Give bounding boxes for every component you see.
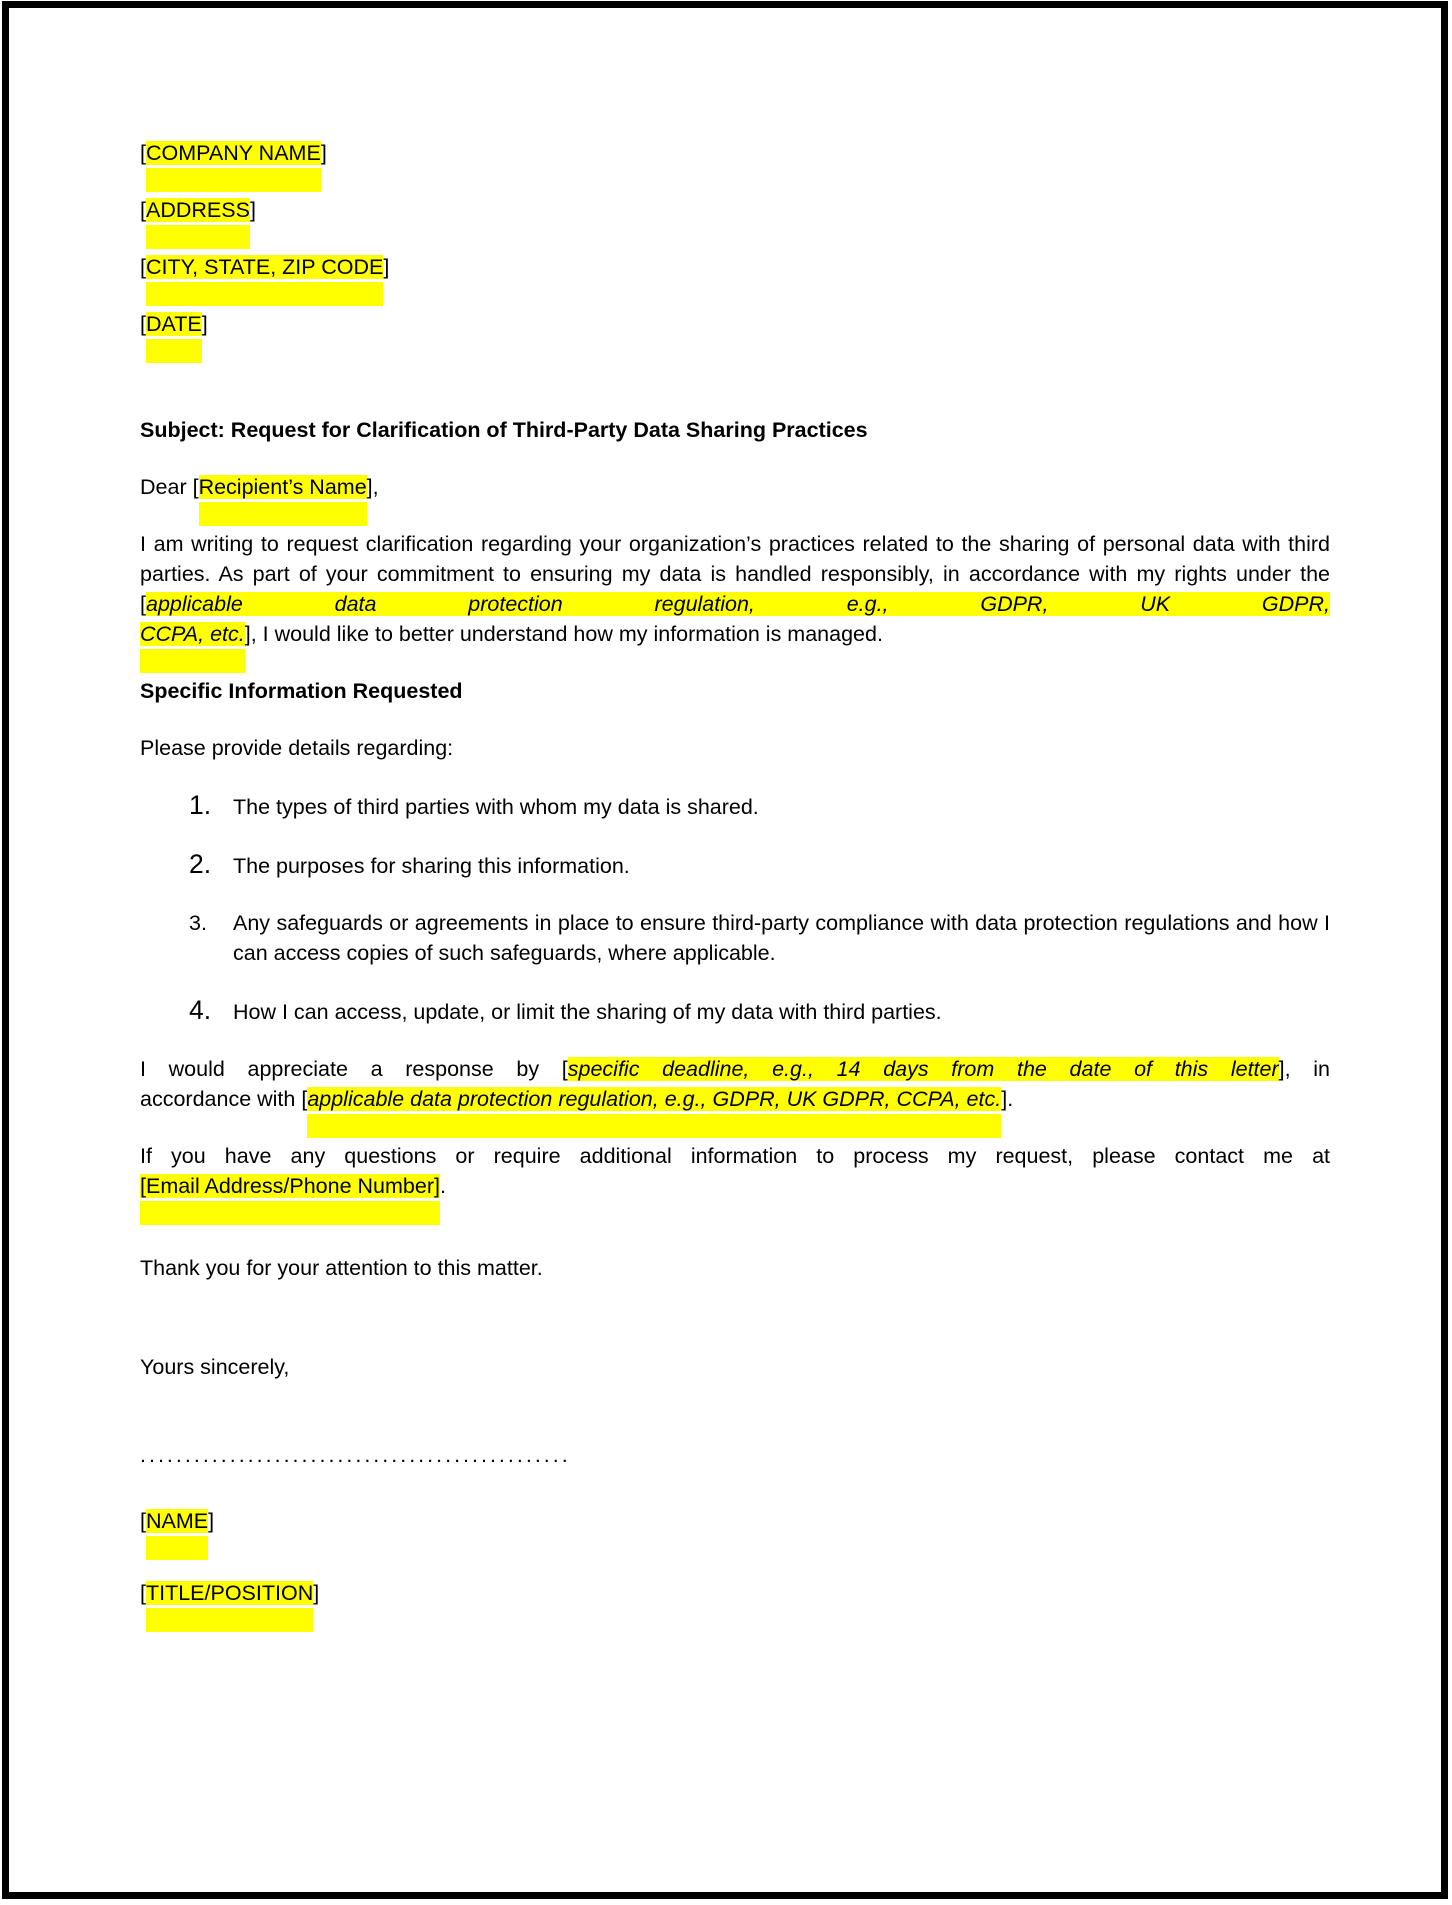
placeholder-title-position: TITLE/POSITION	[145, 1581, 314, 1605]
text-run: ],	[366, 475, 379, 499]
text-run: [	[140, 141, 146, 165]
body-paragraph-3-continued	[140, 1171, 1330, 1201]
text-run: I would appreciate a response by [	[140, 1057, 568, 1081]
salutation	[140, 472, 1330, 502]
list-item-1	[140, 790, 1330, 822]
list-item-2-text: The purposes for sharing this information.	[233, 854, 630, 878]
placeholder-regulation-2: applicable data protection regulation, e.g., GDPR, UK GDPR, CCPA, etc.	[307, 1087, 1002, 1111]
body-paragraph-1	[140, 529, 1336, 619]
placeholder-address: ADDRESS	[145, 198, 250, 222]
placeholder-name: NAME	[145, 1509, 209, 1533]
placeholder-regulation: applicable data protection regulation, e.g., GDPR, UK GDPR,	[145, 592, 1330, 616]
list-item-3-text: Any safeguards or agreements in place to ensure third-party compliance with data protection regulations and how I can access copies of such safeguards, where applicable.	[233, 911, 1330, 965]
placeholder-contact-info: [Email Address/Phone Number]	[140, 1174, 440, 1198]
subject-line: Subject: Request for Clarification of Third-Party Data Sharing Practices	[140, 418, 868, 442]
sender-date-line	[140, 309, 1330, 339]
text-run: I am writing to request clarification regarding your organization’s practices related to the sharing of personal data with third parties. As part of your commitment to ensuring my data is handled responsibly, in accordance with my rights under the [	[140, 532, 1336, 616]
sender-city-state-zip-line	[140, 252, 1330, 282]
list-number-4: 4.	[189, 995, 212, 1025]
list-number-1: 1.	[189, 790, 212, 820]
placeholder-deadline: specific deadline, e.g., 14 days from the date of this letter	[567, 1057, 1279, 1081]
signature-title-line	[140, 1578, 1330, 1608]
closing-line: Yours sincerely,	[140, 1355, 290, 1379]
signature-dotted-line: ................................................	[140, 1443, 571, 1467]
text-run: ].	[1001, 1087, 1014, 1111]
text-run: [	[140, 255, 146, 279]
list-number-2: 2.	[189, 849, 212, 879]
list-item-4-text: How I can access, update, or limit the sharing of my data with third parties.	[233, 1000, 942, 1024]
text-run: ], I would like to better understand how my information is managed.	[244, 622, 883, 646]
text-run: ]	[249, 198, 256, 222]
list-item-4	[140, 995, 1330, 1027]
text-run: [	[140, 1581, 146, 1605]
section-heading: Specific Information Requested	[140, 679, 463, 703]
placeholder-date: DATE	[145, 312, 202, 336]
list-item-2	[140, 849, 1330, 881]
text-run: [	[140, 312, 146, 336]
letter-content	[140, 138, 1336, 1635]
sender-company-line	[140, 138, 1330, 168]
placeholder-regulation-cont: CCPA, etc.	[140, 622, 245, 646]
placeholder-city-state-zip: CITY, STATE, ZIP CODE	[145, 255, 384, 279]
text-run: [	[140, 198, 146, 222]
text-run: ]	[383, 255, 390, 279]
body-paragraph-2-continued	[140, 1084, 1330, 1114]
list-intro: Please provide details regarding:	[140, 736, 454, 760]
list-item-3	[140, 908, 1330, 968]
placeholder-recipient-name: Recipient’s Name	[198, 475, 367, 499]
thanks-line: Thank you for your attention to this matter.	[140, 1256, 543, 1280]
text-run: ]	[313, 1581, 320, 1605]
text-run: [	[140, 1509, 146, 1533]
placeholder-company-name: COMPANY NAME	[145, 141, 321, 165]
sender-address-line	[140, 195, 1330, 225]
text-run: accordance with [	[140, 1087, 308, 1111]
text-run: Dear [	[140, 475, 199, 499]
body-paragraph-2	[140, 1054, 1330, 1084]
body-paragraph-1-continued	[140, 619, 1330, 649]
text-run: ]	[208, 1509, 215, 1533]
text-run: If you have any questions or require additional information to process my request, please contact me at	[140, 1144, 1330, 1168]
text-run: ]	[201, 312, 208, 336]
text-run: .	[439, 1174, 446, 1198]
signature-name-line	[140, 1506, 1330, 1536]
text-run: ]	[320, 141, 327, 165]
list-item-1-text: The types of third parties with whom my data is shared.	[233, 795, 759, 819]
list-number-3: 3.	[189, 911, 207, 935]
text-run: ], in	[1278, 1057, 1331, 1081]
body-paragraph-3	[140, 1141, 1330, 1171]
